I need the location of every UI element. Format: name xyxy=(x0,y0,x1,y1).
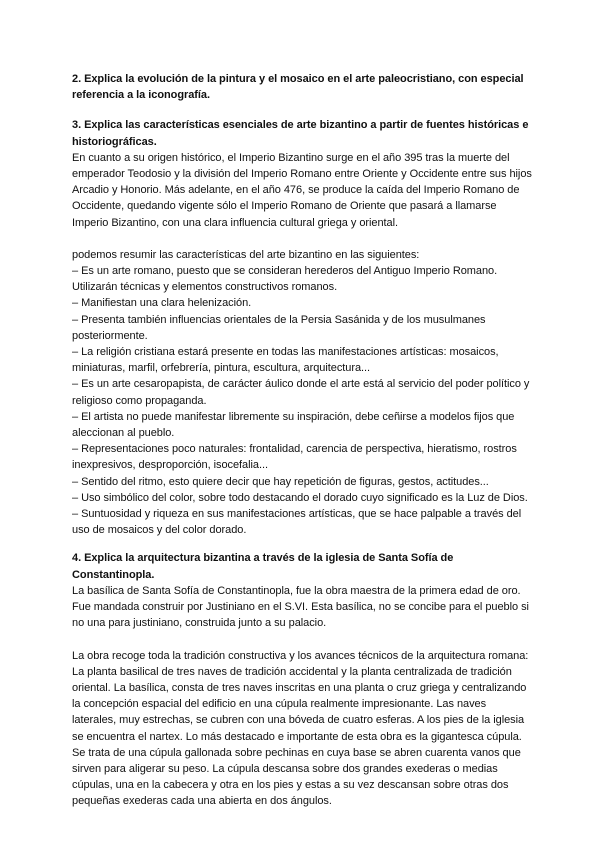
section-3-heading: 3. Explica las características esenciales de arte bizantino a partir de fuentes históricas e historiográficas. xyxy=(72,119,529,148)
list-item: – El artista no puede manifestar libremente su inspiración, debe ceñirse a modelos fijos que aleccionan al pueblo. xyxy=(72,410,515,440)
document-page xyxy=(72,71,532,810)
spacer xyxy=(72,231,532,247)
list-item: – Suntuosidad y riqueza en sus manifestaciones artísticas, que se hace palpable a través del uso de mosaicos y del color dorado. xyxy=(72,508,522,537)
section-2-heading: 2. Explica la evolución de la pintura y el mosaico en el arte paleocristiano, con especial referencia a la iconografía. xyxy=(72,73,524,102)
spacer xyxy=(72,632,532,648)
section-4-paragraph-3: La planta basilical de tres naves de tradición accidental y la planta centralizada de tradición oriental. La basílica, consta de tres naves inscritas en una planta o cruz griega y centralizando la concepción espacial del edificio en una cúpula realmente impresionante. Las naves laterales, muy estrechas, se cubren con una bóveda de cuatro esferas. A los pies de la iglesia se encuentra el nartex. Lo más destacado e importante de esta obra es la gigantesca cúpula. Se trata de una cúpula gallonada sobre pechinas en cuya base se abren cuarenta vanos que sirven para aligerar su peso. La cúpula descansa sobre dos grandes exederas o medias cúpulas, una en la cabecera y otra en los pies y estas a su vez descansan sobre otras dos pequeñas exederas cada una abierta en dos ángulos. xyxy=(72,665,527,808)
section-3-list-intro: podemos resumir las características del arte bizantino en las siguientes: xyxy=(72,248,420,261)
spacer xyxy=(72,103,532,117)
list-item: – Uso simbólico del color, sobre todo destacando el dorado cuyo significado es la Luz de Dios. xyxy=(72,491,528,504)
section-4-heading: 4. Explica la arquitectura bizantina a través de la iglesia de Santa Sofía de Constantinopla. xyxy=(72,552,454,581)
spacer xyxy=(72,538,532,550)
list-item: – Es un arte romano, puesto que se consideran herederos del Antiguo Imperio Romano. Utilizarán técnicas y elementos constructivos romanos. xyxy=(72,265,498,294)
list-item: – La religión cristiana estará presente en todas las manifestaciones artísticas: mosaicos, miniaturas, marfil, orfebrería, pintura, escultura, arquitectura... xyxy=(72,346,499,375)
section-4-paragraph-2: La obra recoge toda la tradición constructiva y los avances técnicos de la arquitectura romana: xyxy=(72,649,529,662)
list-item: – Es un arte cesaropapista, de carácter áulico donde el arte está al servicio del poder político y religioso como propaganda. xyxy=(72,378,530,407)
list-item: – Manifiestan una clara helenización. xyxy=(72,297,252,310)
section-3-intro: En cuanto a su origen histórico, el Imperio Bizantino surge en el año 395 tras la muerte del emperador Teodosio y la división del Imperio Romano entre Oriente y Occidente entre sus hijos Arcadio y Honorio. Más adelante, en el año 476, se produce la caída del Imperio Romano de Occidente, quedando vigente sólo el Imperio Romano de Oriente que pasará a llamarse Imperio Bizantino, con una clara influencia cultural griega y oriental. xyxy=(72,151,532,229)
list-item: – Representaciones poco naturales: frontalidad, carencia de perspectiva, hieratismo, rostros inexpresivos, desproporción, isocefalia... xyxy=(72,443,517,472)
list-item: – Sentido del ritmo, esto quiere decir que hay repetición de figuras, gestos, actitudes... xyxy=(72,475,489,488)
list-item: – Presenta también influencias orientales de la Persia Sasánida y de los musulmanes posteriormente. xyxy=(72,313,486,342)
section-4-paragraph-1: La basílica de Santa Sofía de Constantinopla, fue la obra maestra de la primera edad de oro. Fue mandada construir por Justiniano en el S.VI. Esta basílica, no se concibe para el pueblo si no una para justiniano, construida junto a su palacio. xyxy=(72,584,529,630)
